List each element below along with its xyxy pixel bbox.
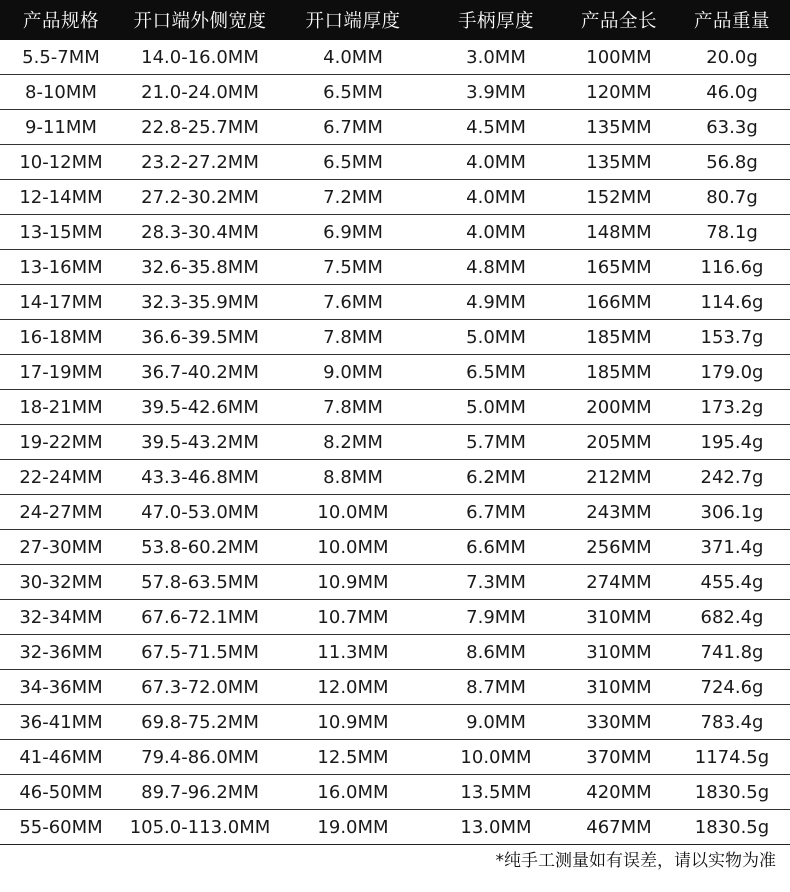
cell-spec: 36-41MM xyxy=(19,711,103,733)
cell-open-end-thickness: 7.8MM xyxy=(323,326,383,348)
cell-spec: 24-27MM xyxy=(19,501,103,523)
cell-open-end-width: 27.2-30.2MM xyxy=(141,186,259,208)
cell-open-end-thickness: 10.0MM xyxy=(317,536,389,558)
cell-spec: 34-36MM xyxy=(19,676,103,698)
cell-open-end-width: 32.6-35.8MM xyxy=(141,256,259,278)
cell-open-end-thickness: 8.8MM xyxy=(323,466,383,488)
table-row xyxy=(0,250,790,285)
header-open-end-width: 开口端外侧宽度 xyxy=(133,11,267,32)
cell-handle-thickness: 4.0MM xyxy=(466,186,526,208)
cell-total-length: 200MM xyxy=(586,396,652,418)
cell-spec: 9-11MM xyxy=(25,116,97,138)
cell-spec: 41-46MM xyxy=(19,746,103,768)
table-row xyxy=(0,460,790,495)
cell-open-end-width: 23.2-27.2MM xyxy=(141,151,259,173)
cell-spec: 13-15MM xyxy=(19,221,103,243)
cell-spec: 22-24MM xyxy=(19,466,103,488)
cell-open-end-thickness: 10.0MM xyxy=(317,501,389,523)
cell-weight: 20.0g xyxy=(706,46,758,68)
cell-total-length: 165MM xyxy=(586,256,652,278)
cell-total-length: 135MM xyxy=(586,151,652,173)
cell-handle-thickness: 3.9MM xyxy=(466,81,526,103)
cell-handle-thickness: 4.5MM xyxy=(466,116,526,138)
cell-open-end-thickness: 12.5MM xyxy=(317,746,389,768)
table-row xyxy=(0,565,790,600)
cell-weight: 242.7g xyxy=(700,466,764,488)
cell-total-length: 420MM xyxy=(586,781,652,803)
table-row xyxy=(0,320,790,355)
cell-spec: 17-19MM xyxy=(19,361,103,383)
table-header xyxy=(0,0,790,40)
cell-handle-thickness: 7.3MM xyxy=(466,571,526,593)
cell-handle-thickness: 6.7MM xyxy=(466,501,526,523)
table-row xyxy=(0,635,790,670)
header-total-length: 产品全长 xyxy=(580,11,657,32)
table-row xyxy=(0,145,790,180)
cell-open-end-width: 67.5-71.5MM xyxy=(141,641,259,663)
cell-weight: 783.4g xyxy=(700,711,764,733)
cell-open-end-width: 14.0-16.0MM xyxy=(141,46,259,68)
cell-open-end-thickness: 7.5MM xyxy=(323,256,383,278)
cell-weight: 173.2g xyxy=(700,396,764,418)
cell-handle-thickness: 5.0MM xyxy=(466,326,526,348)
cell-open-end-width: 53.8-60.2MM xyxy=(141,536,259,558)
cell-total-length: 467MM xyxy=(586,816,652,838)
cell-weight: 371.4g xyxy=(700,536,764,558)
cell-open-end-width: 67.3-72.0MM xyxy=(141,676,259,698)
cell-open-end-thickness: 8.2MM xyxy=(323,431,383,453)
cell-weight: 179.0g xyxy=(700,361,764,383)
cell-total-length: 370MM xyxy=(586,746,652,768)
cell-handle-thickness: 4.8MM xyxy=(466,256,526,278)
cell-handle-thickness: 9.0MM xyxy=(466,711,526,733)
cell-handle-thickness: 5.7MM xyxy=(466,431,526,453)
cell-handle-thickness: 10.0MM xyxy=(460,746,532,768)
cell-total-length: 148MM xyxy=(586,221,652,243)
cell-weight: 56.8g xyxy=(706,151,758,173)
cell-handle-thickness: 8.7MM xyxy=(466,676,526,698)
cell-weight: 724.6g xyxy=(700,676,764,698)
cell-spec: 18-21MM xyxy=(19,396,103,418)
cell-open-end-thickness: 16.0MM xyxy=(317,781,389,803)
cell-spec: 32-34MM xyxy=(19,606,103,628)
cell-open-end-width: 36.6-39.5MM xyxy=(141,326,259,348)
table-row xyxy=(0,600,790,635)
header-weight: 产品重量 xyxy=(693,11,770,32)
cell-open-end-thickness: 7.8MM xyxy=(323,396,383,418)
cell-weight: 682.4g xyxy=(700,606,764,628)
cell-spec: 46-50MM xyxy=(19,781,103,803)
cell-weight: 306.1g xyxy=(700,501,764,523)
cell-total-length: 185MM xyxy=(586,361,652,383)
cell-open-end-width: 79.4-86.0MM xyxy=(141,746,259,768)
cell-open-end-thickness: 12.0MM xyxy=(317,676,389,698)
measurement-footnote: *纯手工测量如有误差，请以实物为准 xyxy=(495,851,776,871)
cell-spec: 32-36MM xyxy=(19,641,103,663)
table-row xyxy=(0,390,790,425)
cell-spec: 14-17MM xyxy=(19,291,103,313)
cell-spec: 19-22MM xyxy=(19,431,103,453)
cell-open-end-width: 32.3-35.9MM xyxy=(141,291,259,313)
table-row xyxy=(0,810,790,845)
cell-total-length: 185MM xyxy=(586,326,652,348)
cell-handle-thickness: 13.5MM xyxy=(460,781,532,803)
cell-weight: 63.3g xyxy=(706,116,758,138)
cell-open-end-width: 22.8-25.7MM xyxy=(141,116,259,138)
cell-total-length: 166MM xyxy=(586,291,652,313)
cell-weight: 1830.5g xyxy=(694,781,770,803)
cell-open-end-width: 28.3-30.4MM xyxy=(141,221,259,243)
cell-weight: 116.6g xyxy=(700,256,764,278)
cell-handle-thickness: 3.0MM xyxy=(466,46,526,68)
table-row xyxy=(0,40,790,75)
cell-open-end-thickness: 6.7MM xyxy=(323,116,383,138)
cell-weight: 741.8g xyxy=(700,641,764,663)
cell-weight: 153.7g xyxy=(700,326,764,348)
cell-handle-thickness: 4.9MM xyxy=(466,291,526,313)
cell-total-length: 330MM xyxy=(586,711,652,733)
cell-handle-thickness: 13.0MM xyxy=(460,816,532,838)
cell-open-end-thickness: 9.0MM xyxy=(323,361,383,383)
cell-handle-thickness: 4.0MM xyxy=(466,151,526,173)
cell-total-length: 135MM xyxy=(586,116,652,138)
cell-spec: 5.5-7MM xyxy=(22,46,100,68)
cell-weight: 80.7g xyxy=(706,186,758,208)
cell-open-end-width: 36.7-40.2MM xyxy=(141,361,259,383)
cell-weight: 46.0g xyxy=(706,81,758,103)
cell-spec: 27-30MM xyxy=(19,536,103,558)
cell-handle-thickness: 6.2MM xyxy=(466,466,526,488)
cell-open-end-thickness: 11.3MM xyxy=(317,641,389,663)
cell-weight: 1174.5g xyxy=(694,746,770,768)
cell-spec: 13-16MM xyxy=(19,256,103,278)
cell-spec: 16-18MM xyxy=(19,326,103,348)
cell-open-end-width: 21.0-24.0MM xyxy=(141,81,259,103)
cell-total-length: 256MM xyxy=(586,536,652,558)
cell-open-end-thickness: 10.9MM xyxy=(317,571,389,593)
cell-weight: 195.4g xyxy=(700,431,764,453)
header-handle-thickness: 手柄厚度 xyxy=(457,11,534,32)
cell-total-length: 310MM xyxy=(586,676,652,698)
cell-handle-thickness: 6.5MM xyxy=(466,361,526,383)
cell-open-end-thickness: 6.5MM xyxy=(323,81,383,103)
cell-open-end-width: 67.6-72.1MM xyxy=(141,606,259,628)
cell-spec: 55-60MM xyxy=(19,816,103,838)
cell-weight: 114.6g xyxy=(700,291,764,313)
cell-open-end-width: 39.5-42.6MM xyxy=(141,396,259,418)
cell-total-length: 120MM xyxy=(586,81,652,103)
cell-open-end-width: 57.8-63.5MM xyxy=(141,571,259,593)
cell-open-end-thickness: 4.0MM xyxy=(323,46,383,68)
cell-open-end-thickness: 19.0MM xyxy=(317,816,389,838)
cell-spec: 8-10MM xyxy=(25,81,97,103)
cell-open-end-width: 69.8-75.2MM xyxy=(141,711,259,733)
cell-handle-thickness: 7.9MM xyxy=(466,606,526,628)
cell-open-end-thickness: 7.6MM xyxy=(323,291,383,313)
cell-spec: 10-12MM xyxy=(19,151,103,173)
table-row xyxy=(0,75,790,110)
table-row xyxy=(0,740,790,775)
cell-open-end-width: 39.5-43.2MM xyxy=(141,431,259,453)
cell-open-end-width: 105.0-113.0MM xyxy=(129,816,271,838)
cell-total-length: 243MM xyxy=(586,501,652,523)
table-row xyxy=(0,425,790,460)
table-body xyxy=(0,40,790,845)
table-row xyxy=(0,355,790,390)
cell-handle-thickness: 6.6MM xyxy=(466,536,526,558)
cell-open-end-thickness: 10.7MM xyxy=(317,606,389,628)
table-row xyxy=(0,705,790,740)
table-row xyxy=(0,110,790,145)
table-row xyxy=(0,285,790,320)
cell-weight: 1830.5g xyxy=(694,816,770,838)
cell-total-length: 100MM xyxy=(586,46,652,68)
cell-handle-thickness: 8.6MM xyxy=(466,641,526,663)
header-open-end-thickness: 开口端厚度 xyxy=(305,11,401,32)
cell-open-end-thickness: 6.5MM xyxy=(323,151,383,173)
cell-total-length: 310MM xyxy=(586,606,652,628)
table-row xyxy=(0,215,790,250)
cell-handle-thickness: 4.0MM xyxy=(466,221,526,243)
table-row xyxy=(0,180,790,215)
cell-open-end-width: 43.3-46.8MM xyxy=(141,466,259,488)
cell-open-end-thickness: 6.9MM xyxy=(323,221,383,243)
cell-spec: 30-32MM xyxy=(19,571,103,593)
cell-weight: 455.4g xyxy=(700,571,764,593)
cell-total-length: 310MM xyxy=(586,641,652,663)
cell-open-end-width: 89.7-96.2MM xyxy=(141,781,259,803)
table-row xyxy=(0,530,790,565)
table-row xyxy=(0,495,790,530)
header-spec: 产品规格 xyxy=(22,11,99,32)
cell-weight: 78.1g xyxy=(706,221,758,243)
cell-open-end-thickness: 7.2MM xyxy=(323,186,383,208)
cell-total-length: 205MM xyxy=(586,431,652,453)
cell-total-length: 152MM xyxy=(586,186,652,208)
cell-total-length: 274MM xyxy=(586,571,652,593)
cell-total-length: 212MM xyxy=(586,466,652,488)
cell-open-end-thickness: 10.9MM xyxy=(317,711,389,733)
cell-spec: 12-14MM xyxy=(19,186,103,208)
table-row xyxy=(0,775,790,810)
cell-handle-thickness: 5.0MM xyxy=(466,396,526,418)
cell-open-end-width: 47.0-53.0MM xyxy=(141,501,259,523)
table-row xyxy=(0,670,790,705)
